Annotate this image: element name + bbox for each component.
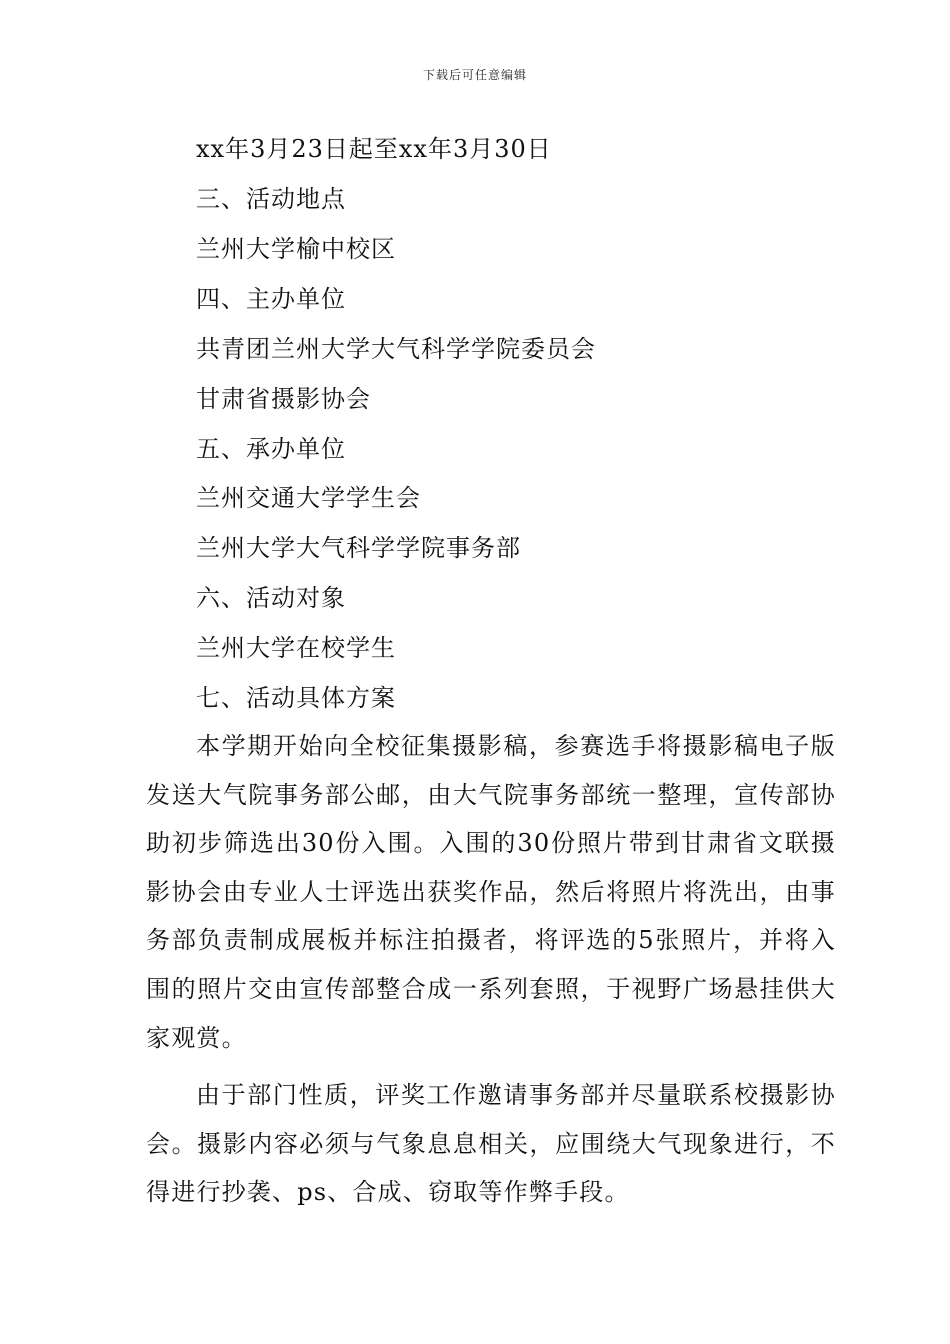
organizer-line-1: 共青团兰州大学大气科学学院委员会 [196,335,596,363]
location-line: 兰州大学榆中校区 [196,235,396,263]
header-note: 下载后可任意编辑 [422,68,527,82]
section-heading-plan: 七、活动具体方案 [196,684,396,712]
audience-line: 兰州大学在校学生 [196,634,396,662]
co-organizer-line-2: 兰州大学大气科学学院事务部 [196,534,521,562]
organizer-line-2: 甘肃省摄影协会 [196,385,371,413]
date-range-line: xx年3月23日起至xx年3月30日 [196,135,552,163]
section-heading-audience: 六、活动对象 [196,584,346,612]
plan-paragraph-2: 由于部门性质，评奖工作邀请事务部并尽量联系校摄影协会。摄影内容必须与气象息息相关，应围绕大气现象进行，不得进行抄袭、ps、合成、窃取等作弊手段。 [146,1081,836,1207]
plan-paragraph-1: 本学期开始向全校征集摄影稿，参赛选手将摄影稿电子版发送大气院事务部公邮，由大气院事务部统一整理，宣传部协助初步筛选出30份入围。入围的30份照片带到甘肃省文联摄影协会由专业人士评选出获奖作品，然后将照片将洗出，由事务部负责制成展板并标注拍摄者，将评选的5张照片，并将入围的照片交由宣传部整合成一系列套照，于视野广场悬挂供大家观赏。 [146,732,836,1052]
section-heading-location: 三、活动地点 [196,185,346,213]
section-heading-organizer: 四、主办单位 [196,285,346,313]
section-heading-co-organizer: 五、承办单位 [196,435,346,463]
co-organizer-line-1: 兰州交通大学学生会 [196,484,421,512]
